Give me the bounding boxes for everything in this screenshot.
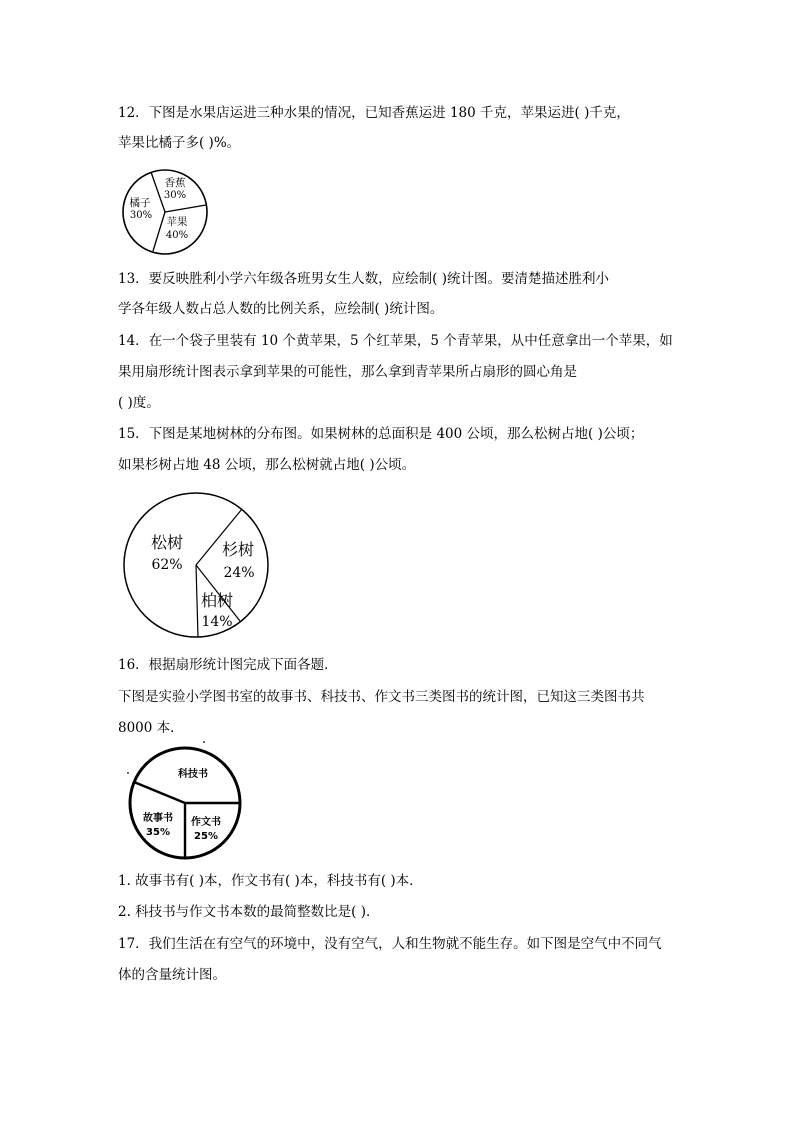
orange-label: 橘子 bbox=[129, 197, 151, 209]
q16-line-3: 8000 本． bbox=[118, 720, 184, 736]
forest-pie-chart bbox=[122, 491, 272, 641]
q16-line-2: 下图是实验小学图书室的故事书、科技书、作文书三类图书的统计图，已知这三类图书共 bbox=[118, 689, 645, 705]
scan-speck-2 bbox=[127, 772, 129, 774]
q16-sub-question-1: 1. 故事书有( )本，作文书有( )本，科技书有( )本． bbox=[118, 873, 423, 889]
q15-line-1: 15．下图是某地树林的分布图。如果树林的总面积是 400 公顷，那么松树占地( )公顷； bbox=[118, 426, 644, 442]
story-books-percent: 35% bbox=[146, 827, 170, 838]
books-pie-chart bbox=[122, 740, 244, 862]
q12-line-2: 苹果比橘子多( )%。 bbox=[118, 135, 241, 151]
q16-sub-question-2: 2. 科技书与作文书本数的最简整数比是( )． bbox=[118, 904, 380, 920]
science-books-label: 科技书 bbox=[178, 769, 208, 780]
apple-percent: 40% bbox=[165, 230, 189, 241]
story-books-label: 故事书 bbox=[143, 813, 173, 824]
composition-books-percent: 25% bbox=[194, 831, 218, 842]
q15-line-2: 如果杉树占地 48 公顷，那么松树就占地( )公顷。 bbox=[118, 457, 416, 473]
fruit-pie-svg bbox=[120, 167, 210, 257]
q12-line-1: 12．下图是水果店运进三种水果的情况，已知香蕉运进 180 千克，苹果运进( )千克， bbox=[118, 105, 630, 121]
pine-percent: 62% bbox=[151, 557, 183, 573]
q14-line-1: 14．在一个袋子里装有 10 个黄苹果，5 个红苹果，5 个青苹果，从中任意拿出一个苹果，如 bbox=[118, 333, 673, 349]
cypress-label: 柏树 bbox=[200, 591, 234, 610]
composition-books-label: 作文书 bbox=[191, 817, 221, 828]
q17-line-1: 17．我们生活在有空气的环境中，没有空气，人和生物就不能生存。如下图是空气中不同气 bbox=[118, 936, 662, 952]
apple-label: 苹果 bbox=[166, 216, 188, 228]
banana-label: 香蕉 bbox=[164, 177, 186, 189]
fir-percent: 24% bbox=[223, 565, 255, 581]
q13-line-1: 13．要反映胜利小学六年级各班男女生人数，应绘制( )统计图。要清楚描述胜利小 bbox=[118, 271, 610, 287]
forest-pie-svg bbox=[122, 491, 272, 641]
q13-line-2: 学各年级人数占总人数的比例关系，应绘制( )统计图。 bbox=[118, 301, 444, 317]
scan-speck-1 bbox=[203, 741, 205, 743]
fruit-pie-chart bbox=[120, 167, 210, 257]
orange-percent: 30% bbox=[129, 210, 153, 221]
q17-line-2: 体的含量统计图。 bbox=[118, 967, 226, 983]
cypress-percent: 14% bbox=[201, 614, 233, 630]
q16-line-1: 16．根据扇形统计图完成下面各题． bbox=[118, 657, 338, 673]
fir-label: 杉树 bbox=[221, 540, 255, 559]
pine-label: 松树 bbox=[150, 533, 184, 552]
q14-line-3: ( )度。 bbox=[118, 395, 160, 411]
banana-percent: 30% bbox=[163, 190, 187, 201]
books-pie-svg bbox=[122, 740, 244, 862]
q14-line-2: 果用扇形统计图表示拿到苹果的可能性，那么拿到青苹果所占扇形的圆心角是 bbox=[118, 364, 577, 380]
